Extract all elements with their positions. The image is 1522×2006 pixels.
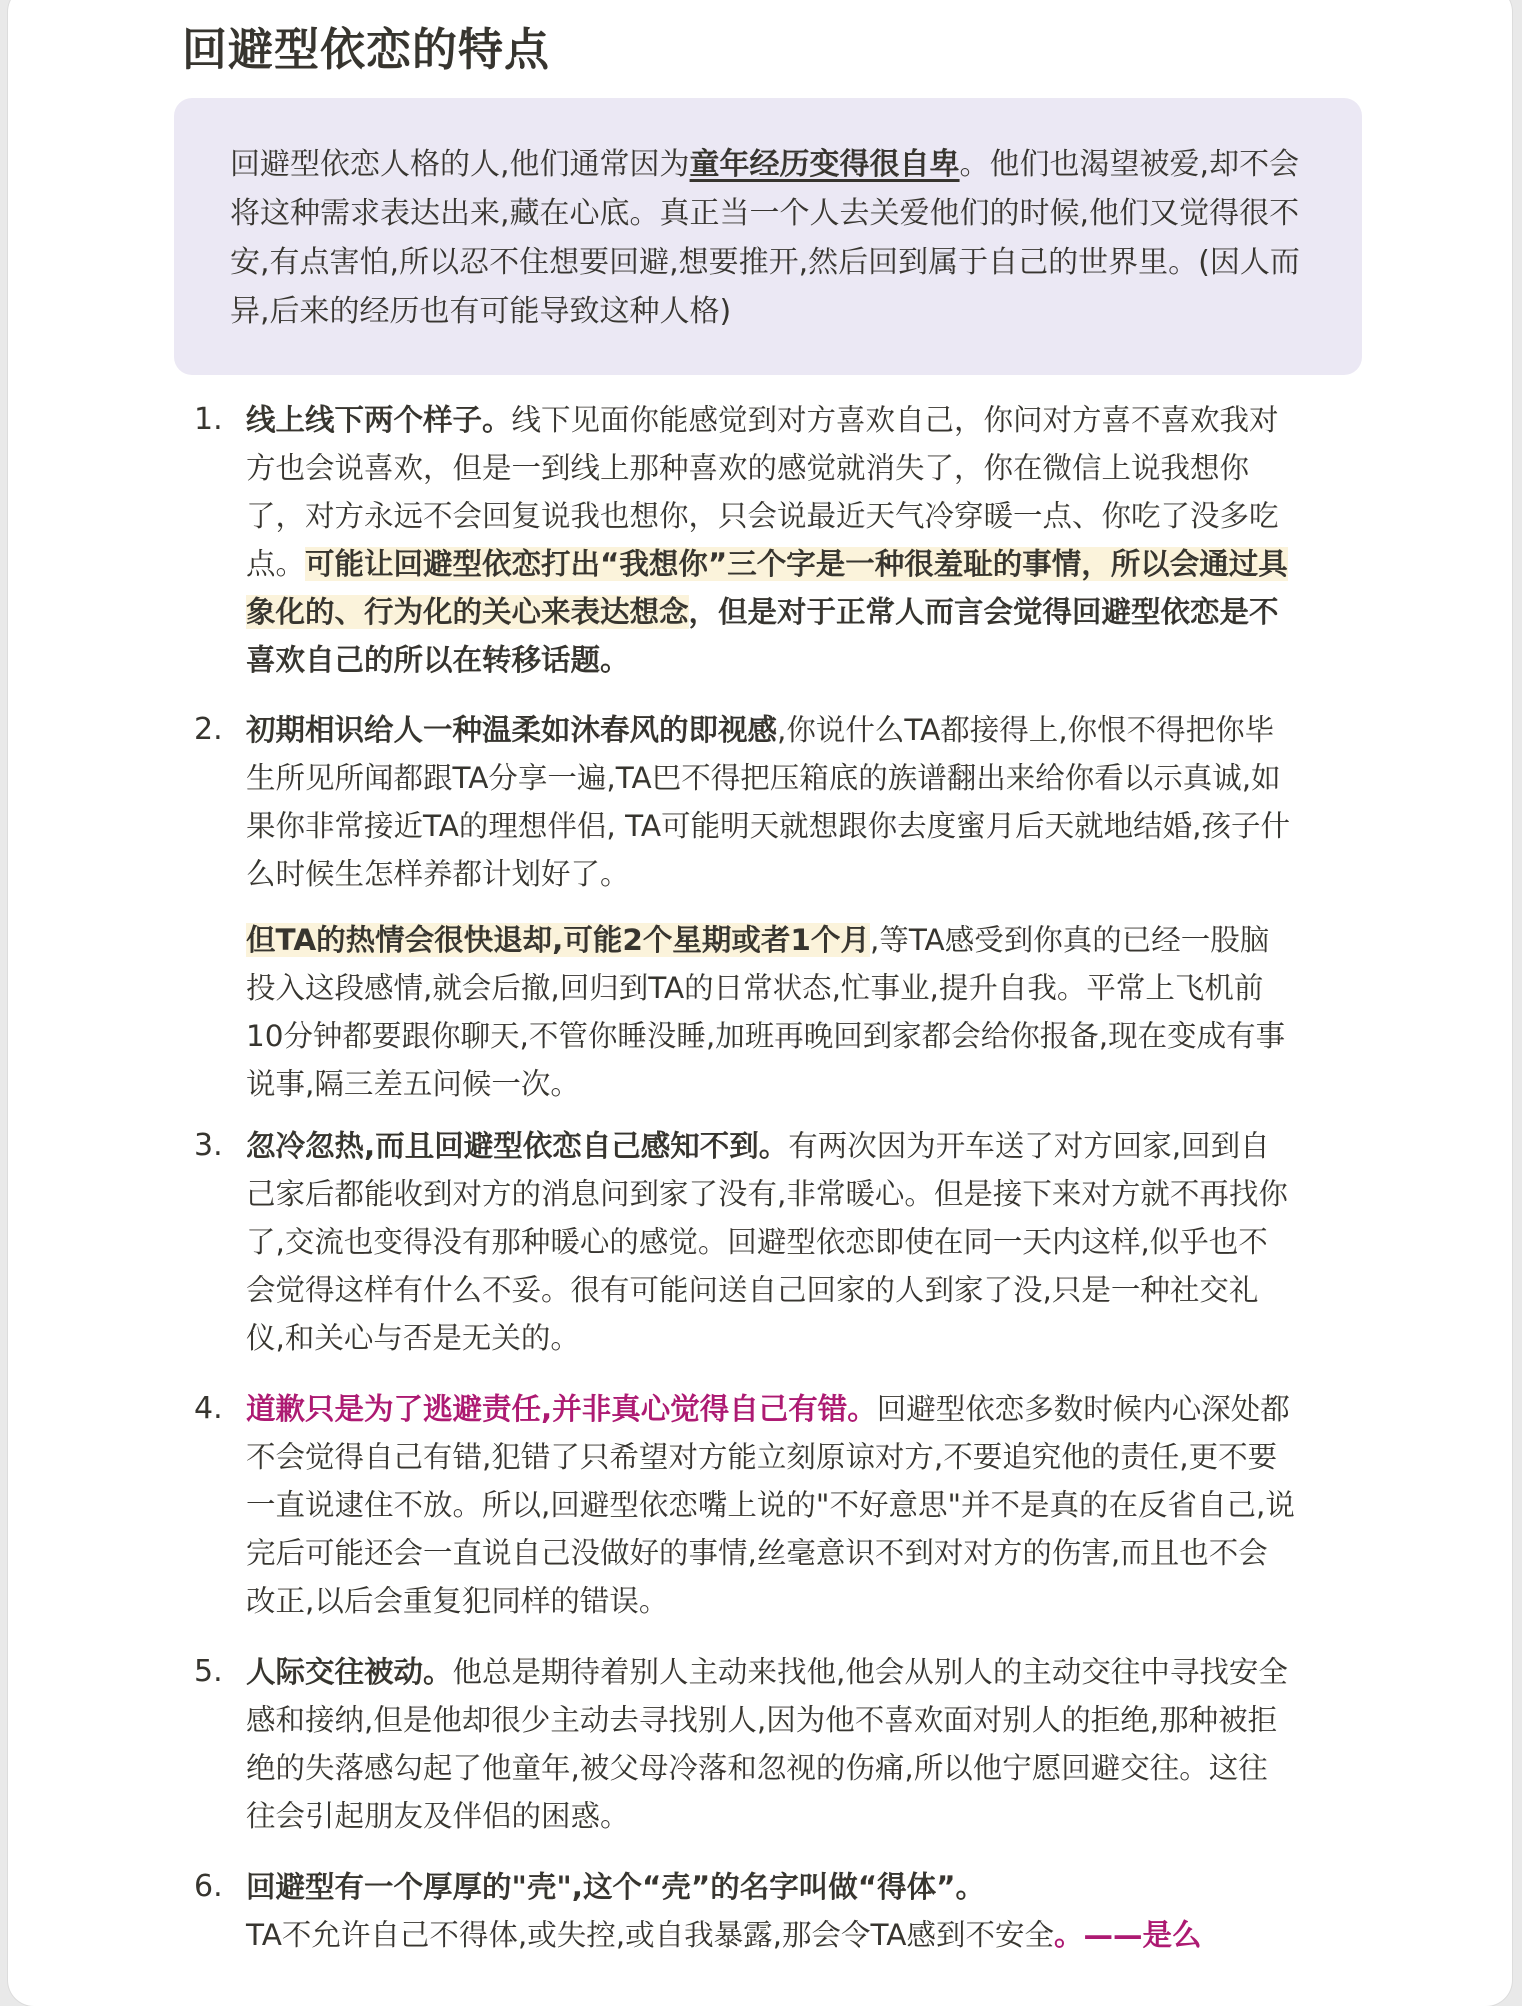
item-body: 线下见面你能感觉到对方喜欢自己，你问对方喜不喜欢我对方也会说喜欢，但是一到线上那种喜欢的感觉就消失了，你在微信上说我想你了，对方永远不会回复说我也想你，只会说最近天气冷穿暖一点、你吃了没多吃点。 <box>246 403 1279 581</box>
list-item-text <box>246 1648 1296 1840</box>
list-item-paragraph <box>246 916 1296 1108</box>
callout-underlined-text: 童年经历变得很自卑 <box>689 147 960 182</box>
list-number: 5. <box>194 1654 223 1689</box>
bold-lead: 初期相识给人一种温柔如沐春风的即视感 <box>246 713 778 747</box>
list-number: 1. <box>194 402 223 437</box>
callout-text-before: 回避型依恋人格的人,他们通常因为 <box>230 147 690 182</box>
item-body: 回避型依恋多数时候内心深处都不会觉得自己有错,犯错了只希望对方能立刻原谅对方,不要追究他的责任,更不要一直说逮住不放。所以,回避型依恋嘴上说的"不好意思"并不是真的在反省自己,说完后可能还会一直说自己没做好的事情,丝毫意识不到对对方的伤害,而且也不会改正,以后会重复犯同样的错误。 <box>246 1392 1295 1618</box>
list-item <box>174 1648 1296 1863</box>
list-item <box>174 706 1296 1122</box>
list-item-text <box>246 396 1296 684</box>
bold-tail: ，但是对于正常人而言会觉得回避型依恋是不喜欢自己的所以在转移话题。 <box>246 595 1279 677</box>
item-body: 有两次因为开车送了对方回家,回到自己家后都能收到对方的消息问到家了没有,非常暖心。但是接下来对方就不再找你了,交流也变得没有那种暖心的感觉。回避型依恋即使在同一天内这样,似乎也不会觉得这样有什么不妥。很有可能问送自己回家的人到家了没,只是一种社交礼仪,和关心与否是无关的。 <box>246 1129 1288 1355</box>
list-number: 3. <box>194 1128 223 1163</box>
item-body: TA不允许自己不得体,或失控,或自我暴露,那会令TA感到不安全 <box>246 1918 1054 1952</box>
list-item-text <box>246 1385 1296 1625</box>
list-number: 4. <box>194 1391 223 1426</box>
bold-lead: 人际交往被动。 <box>246 1655 453 1689</box>
list-item <box>174 1385 1296 1648</box>
callout-text-after: 。他们也渴望被爱,却不会将这种需求表达出来,藏在心底。真正当一个人去关爱他们的时候,他们又觉得很不安,有点害怕,所以忍不住想要回避,想要推开,然后回到属于自己的世界里。(因人而异,后来的经历也有可能导致这种人格) <box>230 147 1300 329</box>
item-body: 他总是期待着别人主动来找他,他会从别人的主动交往中寻找安全感和接纳,但是他却很少主动去寻找别人,因为他不喜欢面对别人的拒绝,那种被拒绝的失落感勾起了他童年,被父母冷落和忽视的伤痛,所以他宁愿回避交往。这往往会引起朋友及伴侣的困惑。 <box>246 1655 1288 1833</box>
bold-lead: 线上线下两个样子。 <box>246 403 512 437</box>
item-body: ,等TA感受到你真的已经一股脑投入这段感情,就会后撤,回归到TA的日常状态,忙事业,提升自我。平常上飞机前10分钟都要跟你聊天,不管你睡没睡,加班再晚回到家都会给你报备,现在变成有事说事,隔三差五问候一次。 <box>246 923 1286 1101</box>
callout-block <box>174 98 1362 375</box>
highlighted-text: 但TA的热情会很快退却,可能2个星期或者1个月 <box>246 923 870 957</box>
item-body: ,你说什么TA都接得上,你恨不得把你毕生所见所闻都跟TA分享一遍,TA巴不得把压箱底的族谱翻出来给你看以示真诚,如果你非常接近TA的理想伴侣, TA可能明天就想跟你去度蜜月后天就地结婚,孩子什么时候生怎样养都计划好了。 <box>246 713 1290 891</box>
list-item <box>174 1122 1296 1385</box>
list-item <box>174 396 1296 706</box>
highlighted-text: 可能让回避型依恋打出“我想你”三个字是一种很羞耻的事情，所以会通过具象化的、行为化的关心来表达想念 <box>246 547 1288 629</box>
numbered-list <box>174 396 1364 1983</box>
pink-bold-lead: 道歉只是为了逃避责任,并非真心觉得自己有错。 <box>246 1392 877 1426</box>
list-number: 6. <box>194 1869 223 1904</box>
bold-lead: 忽冷忽热,而且回避型依恋自己感知不到。 <box>246 1129 789 1163</box>
list-item-text <box>246 706 1296 898</box>
bold-lead: 回避型有一个厚厚的"壳",这个“壳”的名字叫做“得体”。 <box>246 1870 985 1904</box>
list-item <box>174 1863 1296 1983</box>
list-item-heading <box>246 1863 1296 1911</box>
list-item-text <box>246 1911 1296 1959</box>
pink-tail: 。——是么 <box>1053 1918 1202 1952</box>
list-item-text <box>246 1122 1296 1362</box>
page-title: 回避型依恋的特点 <box>182 23 551 76</box>
list-number: 2. <box>194 712 223 747</box>
